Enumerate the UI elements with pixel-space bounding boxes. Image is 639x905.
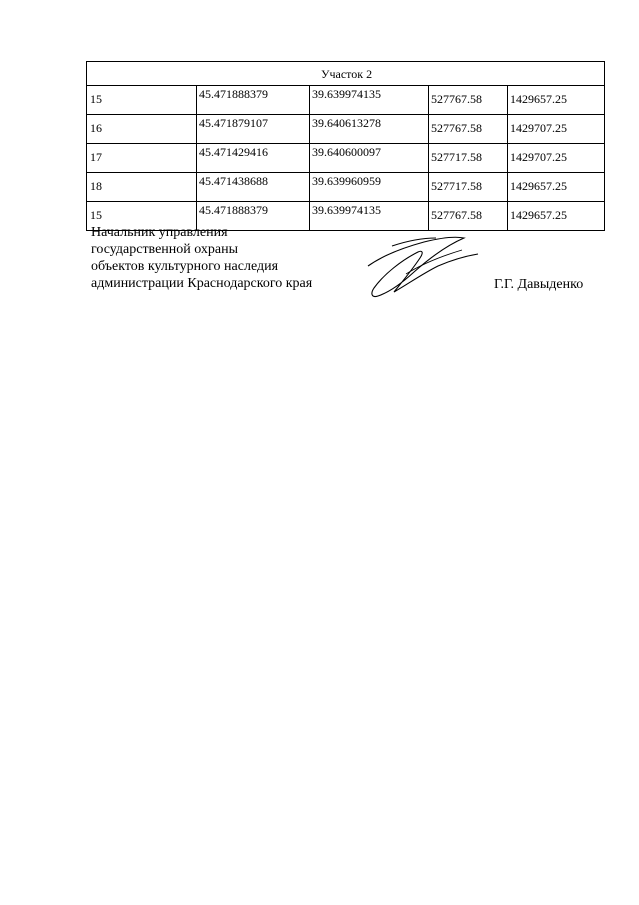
x-coordinate-cell: 527717.58 <box>429 144 508 173</box>
x-coordinate-cell: 527767.58 <box>429 202 508 231</box>
point-number-cell: 16 <box>87 115 197 144</box>
y-coordinate-cell: 1429707.25 <box>508 115 605 144</box>
handwritten-signature <box>362 226 482 302</box>
position-line-3: объектов культурного наследия <box>91 259 279 274</box>
table-row <box>87 115 605 144</box>
latitude-cell: 45.471888379 <box>197 202 310 231</box>
point-number-cell: 18 <box>87 173 197 202</box>
coordinates-table <box>86 61 605 231</box>
latitude-cell: 45.471888379 <box>197 86 310 115</box>
signatory-name: Г.Г. Давыденко <box>494 277 584 292</box>
x-coordinate-cell: 527767.58 <box>429 86 508 115</box>
point-number-cell: 15 <box>87 86 197 115</box>
signature-position-block <box>91 224 312 292</box>
section-header-row <box>87 62 605 86</box>
latitude-cell: 45.471879107 <box>197 115 310 144</box>
section-title: Участок 2 <box>87 62 605 86</box>
point-number-cell: 17 <box>87 144 197 173</box>
y-coordinate-cell: 1429657.25 <box>508 86 605 115</box>
x-coordinate-cell: 527767.58 <box>429 115 508 144</box>
table-row <box>87 144 605 173</box>
coordinates-table-wrapper <box>86 61 604 231</box>
position-line-2: государственной охраны <box>91 242 239 257</box>
latitude-cell: 45.471438688 <box>197 173 310 202</box>
latitude-cell: 45.471429416 <box>197 144 310 173</box>
point-number-cell: 15 <box>87 202 197 231</box>
position-line-4: администрации Краснодарского края <box>91 276 313 291</box>
longitude-cell: 39.639974135 <box>310 86 429 115</box>
table-row <box>87 86 605 115</box>
longitude-cell: 39.640613278 <box>310 115 429 144</box>
y-coordinate-cell: 1429707.25 <box>508 144 605 173</box>
x-coordinate-cell: 527717.58 <box>429 173 508 202</box>
longitude-cell: 39.640600097 <box>310 144 429 173</box>
position-line-1: Начальник управления <box>91 225 228 240</box>
y-coordinate-cell: 1429657.25 <box>508 202 605 231</box>
longitude-cell: 39.639974135 <box>310 202 429 231</box>
table-row <box>87 173 605 202</box>
y-coordinate-cell: 1429657.25 <box>508 173 605 202</box>
longitude-cell: 39.639960959 <box>310 173 429 202</box>
